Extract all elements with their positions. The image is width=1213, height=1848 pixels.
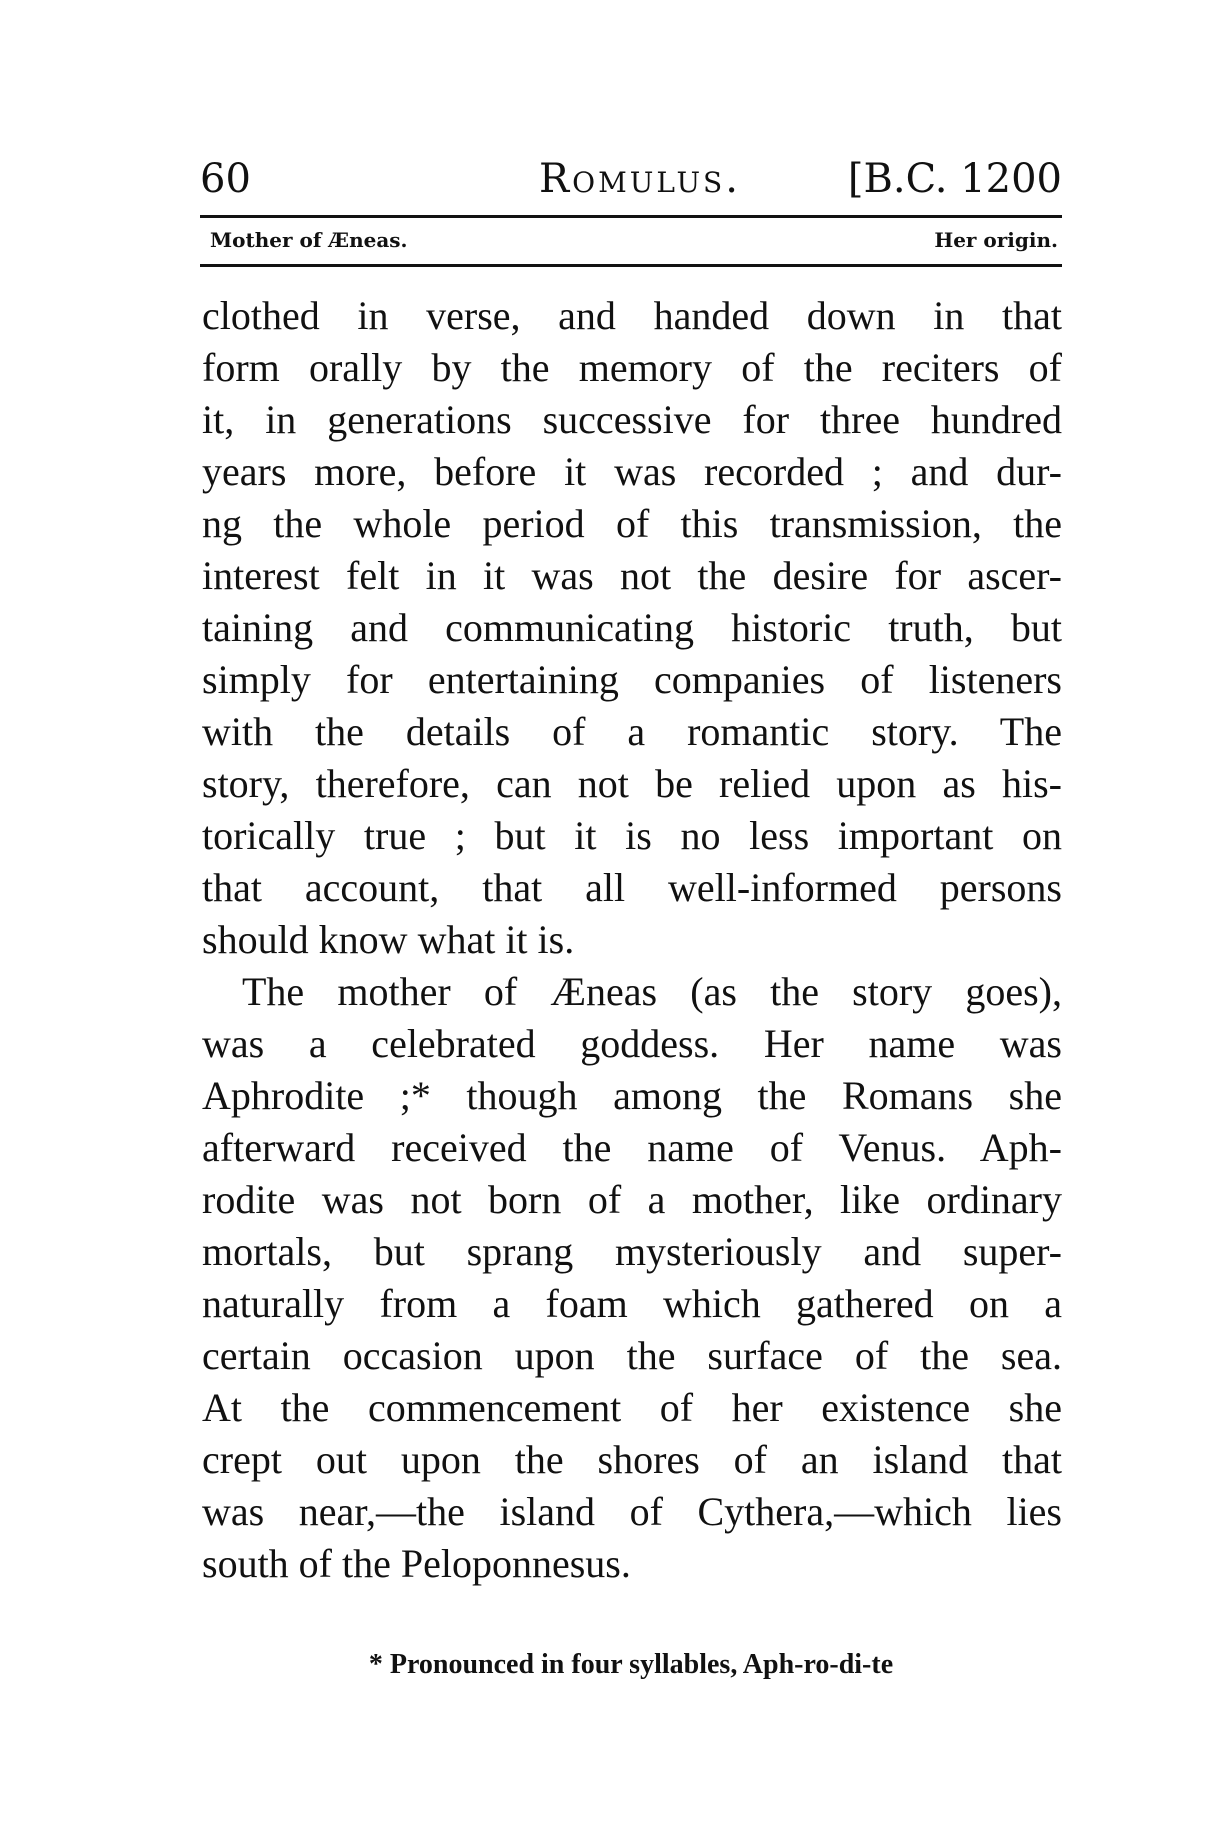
sidenote-right: Her origin.: [934, 228, 1058, 252]
text-line: crept out upon the shores of an island that: [202, 1437, 1062, 1482]
text-line: should know what it is.: [202, 917, 575, 962]
text-line: with the details of a romantic story. The: [202, 709, 1062, 754]
text-line: interest felt in it was not the desire for ascer-: [202, 553, 1062, 598]
text-line: afterward received the name of Venus. Aph-: [202, 1125, 1062, 1170]
text-line: it, in generations successive for three hundred: [202, 397, 1062, 442]
page-number: 60: [200, 156, 251, 202]
text-line: At the commencement of her existence she: [202, 1385, 1062, 1430]
text-line: torically true ; but it is no less important on: [202, 813, 1062, 858]
text-line: clothed in verse, and handed down in that: [202, 293, 1062, 338]
text-line: was near,—the island of Cythera,—which lies: [202, 1489, 1062, 1534]
text-line: The mother of Æneas (as the story goes),: [242, 969, 1062, 1014]
text-line: south of the Peloponnesus.: [202, 1541, 631, 1586]
header-rule-top: [200, 215, 1062, 218]
page-header: [200, 155, 1062, 215]
text-line: taining and communicating historic truth, but: [202, 605, 1062, 650]
text-line: was a celebrated goddess. Her name was: [202, 1021, 1062, 1066]
text-line: Aphrodite ;* though among the Romans she: [202, 1073, 1062, 1118]
text-line: years more, before it was recorded ; and dur-: [202, 449, 1062, 494]
text-line: simply for entertaining companies of listeners: [202, 657, 1062, 702]
text-line: that account, that all well-informed persons: [202, 865, 1062, 910]
text-line: ng the whole period of this transmission, the: [202, 501, 1062, 546]
text-line: form orally by the memory of the reciters of: [202, 345, 1062, 390]
header-date: [B.C. 1200: [847, 156, 1062, 202]
text-line: story, therefore, can not be relied upon as his-: [202, 761, 1062, 806]
text-line: naturally from a foam which gathered on a: [202, 1281, 1062, 1326]
text-line: certain occasion upon the surface of the sea.: [202, 1333, 1062, 1378]
body-text: [202, 290, 1062, 1590]
text-line: mortals, but sprang mysteriously and super-: [202, 1229, 1062, 1274]
header-rule-bottom: [200, 264, 1062, 267]
running-title: Romulus.: [539, 156, 741, 202]
footnote: * Pronounced in four syllables, Aph-ro-di-te: [368, 1649, 894, 1680]
sidenote-left: Mother of Æneas.: [210, 228, 408, 252]
text-line: rodite was not born of a mother, like ordinary: [202, 1177, 1062, 1222]
